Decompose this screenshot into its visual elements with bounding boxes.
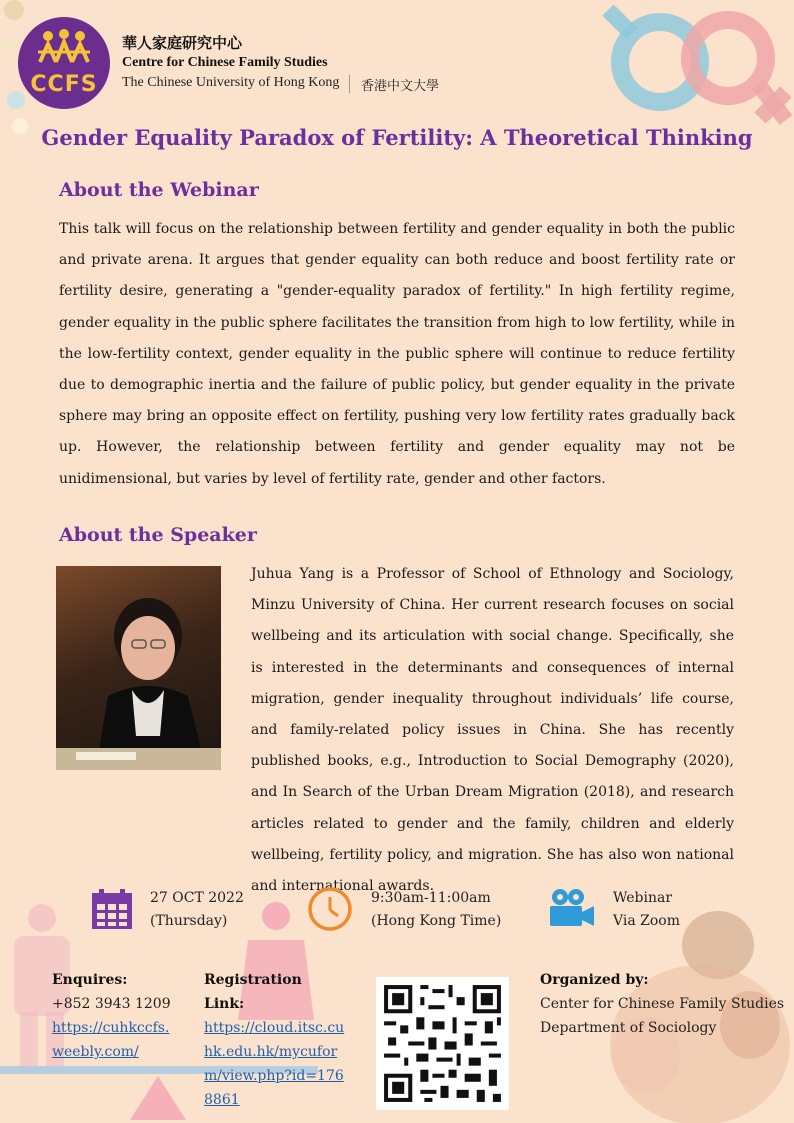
divider [349,75,350,93]
organized-label: Organized by: [540,972,649,988]
enquires-label: Enquires: [52,972,128,988]
enquires-block [52,968,177,1064]
webinar-description: This talk will focus on the relationship between fertility and gender equality in both the public and private arena. It argues that gender equality can both reduce and boost fertility rate or fertility desire, generating a "gender-equality paradox of fertility." In high fertility regime, gender equality in the public sphere facilitates the transition from high to low fertility, while in the low-fertility context, gender equality in the public sphere will continue to reduce fertility due to demographic inertia and the failure of public policy, but gender equality in the private sphere may bring an opposite effect on fertility, pushing very low fertility rates gradually back up. However, the relationship between fertility and gender equality may not be unidimensional, but varies by level of fertility rate, gender and other factors. [59,221,735,487]
family-figures-icon [36,28,92,64]
registration-block [204,968,346,1112]
speaker-heading: About the Speaker [59,524,257,546]
page-title: Gender Equality Paradox of Fertility: A Theoretical Thinking [41,125,753,150]
university-name-cn: 香港中文大學 [361,79,440,94]
university-name-en: The Chinese University of Hong Kong [122,75,340,90]
registration-label: Registration Link: [204,972,302,1012]
speaker-photo [56,566,221,770]
event-time-line1: 9:30am-11:00am [371,890,491,906]
phone-number: +852 3943 1209 [52,996,171,1012]
event-venue-line1: Webinar [613,890,673,906]
logo-text: CCFS [30,72,98,97]
org-name-cn: 華人家庭研究中心 [122,34,243,52]
event-date [150,887,244,933]
event-venue-line2: Via Zoom [613,913,680,929]
organizer-sociology: Department of Sociology [540,1020,717,1036]
org-name-en: Centre for Chinese Family Studies [122,55,328,70]
gender-symbols-decoration [600,0,794,140]
speaker-bio: Juhua Yang is a Professor of School of Ethnology and Sociology, Minzu University of China. Her current research focuses on social wellbeing and its articulation with social change. Specifically, she is interested in the determinants and consequences of internal migration, gender inequality throughout individuals’ life course, and family-related policy issues in China. She has recently published books, e.g., Introduction to Social Demography (2020), and In Search of the Urban Dream Migration (2018), and research articles related to gender and the family, children and elderly wellbeing, fertility policy, and migration. She has also won national and international awards. [251,566,734,895]
registration-link[interactable]: https://cloud.itsc.cuhk.edu.hk/mycuform/view.php?id=1768861 [204,1020,345,1108]
event-time [371,887,501,933]
qr-code[interactable] [376,977,509,1110]
organizer-block [540,968,790,1040]
speaker-portrait-illustration [56,566,221,770]
webinar-heading: About the Webinar [59,179,259,201]
video-camera-icon [548,887,596,929]
clock-icon [307,886,353,932]
event-time-line2: (Hong Kong Time) [371,913,502,929]
organizer-ccfs: Center for Chinese Family Studies [540,996,785,1012]
event-venue [613,887,680,933]
event-date-line2: (Thursday) [150,913,228,929]
event-date-line1: 27 OCT 2022 [150,890,244,906]
calendar-icon [91,888,133,930]
website-link[interactable]: https://cuhkccfs.weebly.com/ [52,1020,170,1060]
